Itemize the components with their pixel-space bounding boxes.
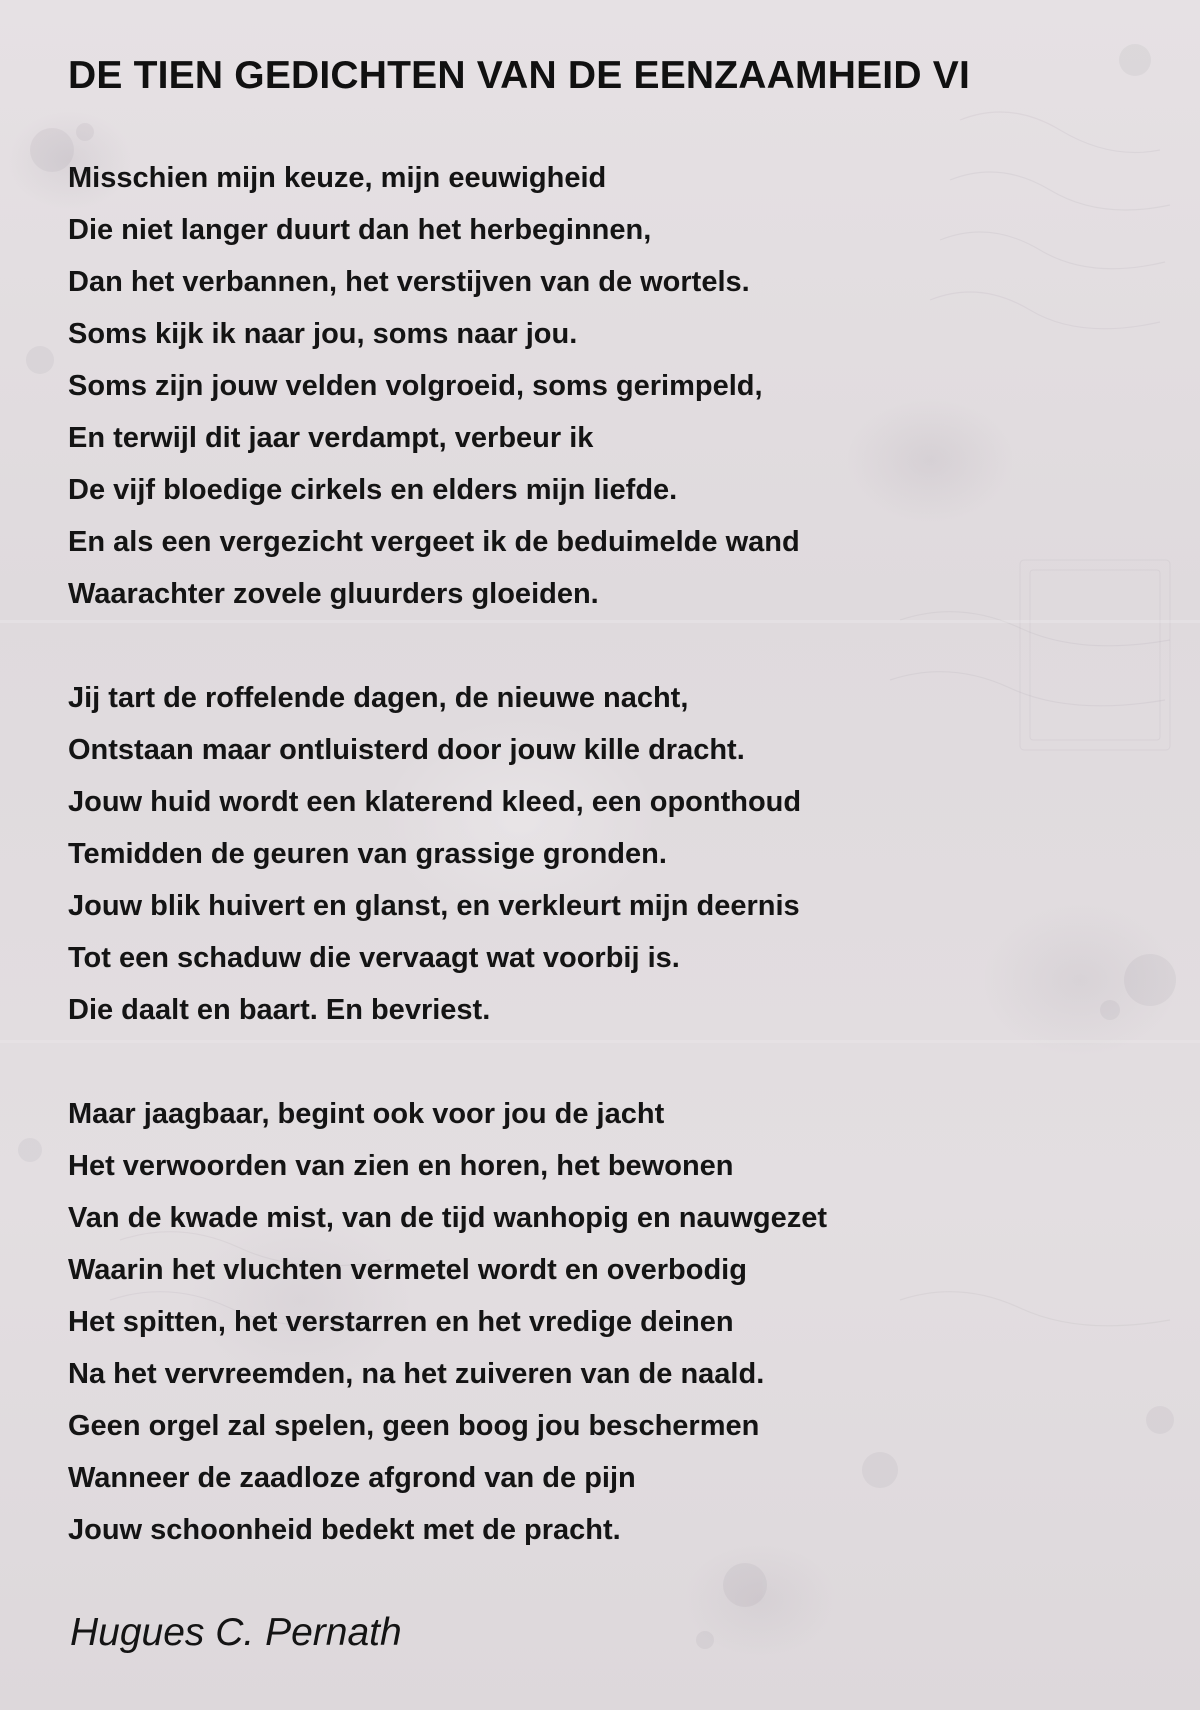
poem-line: Waarachter zovele gluurders gloeiden. — [68, 578, 599, 610]
poem-line: Temidden de geuren van grassige gronden. — [68, 838, 667, 870]
poem-line: Waarin het vluchten vermetel wordt en overbodig — [68, 1254, 747, 1286]
poem-line: Jouw schoonheid bedekt met de pracht. — [68, 1514, 621, 1546]
poem-line: Na het vervreemden, na het zuiveren van de naald. — [68, 1358, 765, 1390]
poem-line: Die daalt en baart. En bevriest. — [68, 994, 491, 1026]
poem-line: De vijf bloedige cirkels en elders mijn liefde. — [68, 474, 678, 506]
poem-line: Tot een schaduw die vervaagt wat voorbij is. — [68, 942, 680, 974]
poem-line: Van de kwade mist, van de tijd wanhopig en nauwgezet — [68, 1202, 827, 1234]
poem-author: Hugues C. Pernath — [70, 1611, 402, 1654]
poem-line: Jouw huid wordt een klaterend kleed, een oponthoud — [68, 786, 802, 818]
poem-line: Die niet langer duurt dan het herbeginnen, — [68, 214, 652, 246]
poem-line: Dan het verbannen, het verstijven van de wortels. — [68, 266, 750, 298]
poem-line: Het verwoorden van zien en horen, het bewonen — [68, 1150, 734, 1182]
poem-line: Het spitten, het verstarren en het vredige deinen — [68, 1306, 734, 1338]
poem-line: En terwijl dit jaar verdampt, verbeur ik — [68, 422, 594, 454]
poem-line: Ontstaan maar ontluisterd door jouw kille dracht. — [68, 734, 745, 766]
stanza-1 — [68, 152, 1168, 620]
poem-line: Soms zijn jouw velden volgroeid, soms gerimpeld, — [68, 370, 763, 402]
poem-line: Jij tart de roffelende dagen, de nieuwe nacht, — [68, 682, 689, 714]
stanza-3 — [68, 1088, 1168, 1556]
poem-title: DE TIEN GEDICHTEN VAN DE EENZAAMHEID VI — [68, 54, 970, 97]
poem-line: Maar jaagbaar, begint ook voor jou de jacht — [68, 1098, 665, 1130]
poem-body — [68, 152, 1168, 1608]
stanza-2 — [68, 672, 1168, 1036]
poem-line: Geen orgel zal spelen, geen boog jou beschermen — [68, 1410, 760, 1442]
poem-line: Jouw blik huivert en glanst, en verkleurt mijn deernis — [68, 890, 800, 922]
poem-line: Wanneer de zaadloze afgrond van de pijn — [68, 1462, 636, 1494]
poem-line: Soms kijk ik naar jou, soms naar jou. — [68, 318, 578, 350]
poem-line: En als een vergezicht vergeet ik de beduimelde wand — [68, 526, 800, 558]
poem-line: Misschien mijn keuze, mijn eeuwigheid — [68, 162, 607, 194]
